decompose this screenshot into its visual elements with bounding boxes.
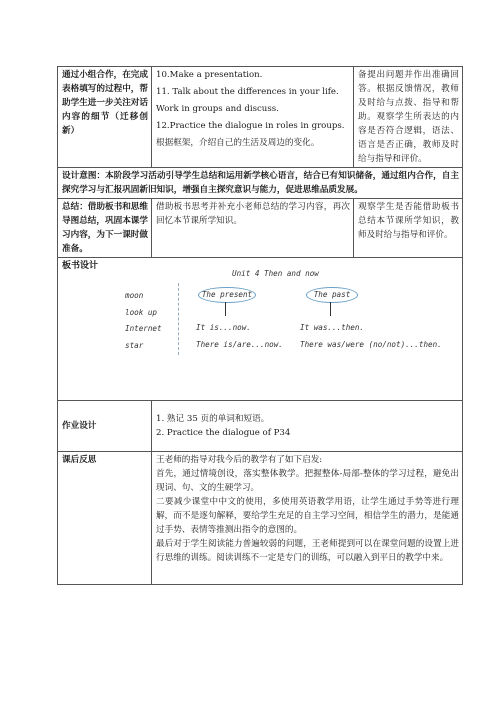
homework-item-2: 2. Practice the dialogue of P34	[156, 428, 291, 438]
design-intent-cell: 设计意图：本阶段学习活动引导学生总结和运用新学核心语言，结合已有知识储备，通过组内合作，自主探究学习与汇报巩固新旧知识，增强自主探究意识与能力，促进思维品质发展。	[58, 168, 463, 199]
present-oval: The present	[198, 287, 256, 303]
board-divider	[178, 283, 179, 355]
reflection-line-3: 二要减少课堂中中文的使用，多使用英语教学用语，让学生通过手势等进行理解，而不是逐句解释，要给学生充足的自主学习空间，相信学生的潜力，是能通过手势、表情等推测出指令的意图的。	[156, 497, 459, 535]
board-title: Unit 4 Then and now	[232, 269, 319, 278]
board-word-star: star	[125, 341, 144, 350]
present-pattern-2: There is/are...now.	[196, 340, 283, 349]
activity-steps-cell	[152, 67, 354, 168]
summary-row	[58, 199, 463, 258]
step-11: 11. Talk about the differences in your life.	[156, 87, 339, 97]
summary-activity-cell: 借助板书思考并补充小老师总结的学习内容，再次回忆本节课所学知识。	[152, 199, 354, 258]
step-10: 10.Make a presentation.	[156, 70, 263, 80]
lesson-plan-table	[57, 66, 463, 585]
present-arrow	[225, 302, 226, 316]
present-pattern-1: It is...now.	[196, 323, 251, 332]
board-word-look-up: look up	[125, 308, 158, 317]
reflection-label: 课后反思	[58, 452, 152, 585]
activity-assessment-cell: 备提出问题并作出准确回答。根据反馈情况，教师及时给与点拨、指导和帮助。观察学生所表达的内容是否符合逻辑，语法、语言是否正确，教师及时给与指导和评价。	[354, 67, 463, 168]
homework-item-1: 1. 熟记 35 页的单词和短语。	[156, 414, 270, 424]
blackboard-design	[62, 259, 459, 399]
board-word-internet: Internet	[125, 324, 162, 333]
summary-assessment-cell: 观察学生是否能借助板书总结本节课所学知识，教师及时给与指导和评价。	[354, 199, 463, 258]
activity-row	[58, 67, 463, 168]
board-word-moon: moon	[125, 291, 144, 300]
summary-goal-cell: 总结：借助板书和思维导图总结，巩固本课学习内容，为下一课时做准备。	[58, 199, 152, 258]
step-11-detail: Work in groups and discuss.	[156, 104, 279, 114]
reflection-line-2: 首先，通过情境创设，落实整体教学。把握整体-局部-整体的学习过程，避免出现词、句、文的生硬学习。	[156, 469, 459, 493]
reflection-content	[152, 452, 463, 585]
past-oval: The past	[306, 287, 358, 303]
past-pattern-1: It was...then.	[300, 323, 365, 332]
step-12-detail: 根据框架，介绍自己的生活及周边的变化。	[156, 138, 320, 148]
reflection-line-4: 最后对于学生阅读能力普遍较弱的问题，王老师提到可以在课堂问题的设置上进行思维的训练。阅读训练不一定是专门的训练，可以融入到平日的教学中来。	[156, 539, 459, 563]
past-arrow	[330, 302, 331, 316]
reflection-line-1: 王老师的指导对我今后的教学有了如下启发:	[156, 455, 323, 465]
homework-content	[152, 401, 463, 452]
past-pattern-2: There was/were (no/not)...then.	[300, 340, 442, 349]
board-heading: 板书设计	[62, 261, 99, 271]
step-12: 12.Practice the dialogue in roles in groups.	[156, 121, 345, 131]
blackboard-design-cell	[58, 258, 463, 401]
activity-goal-cell: 通过小组合作，在完成表格填写的过程中，帮助学生进一步关注对话内容的细节（迁移创新）	[58, 67, 152, 168]
homework-label: 作业设计	[58, 401, 152, 452]
